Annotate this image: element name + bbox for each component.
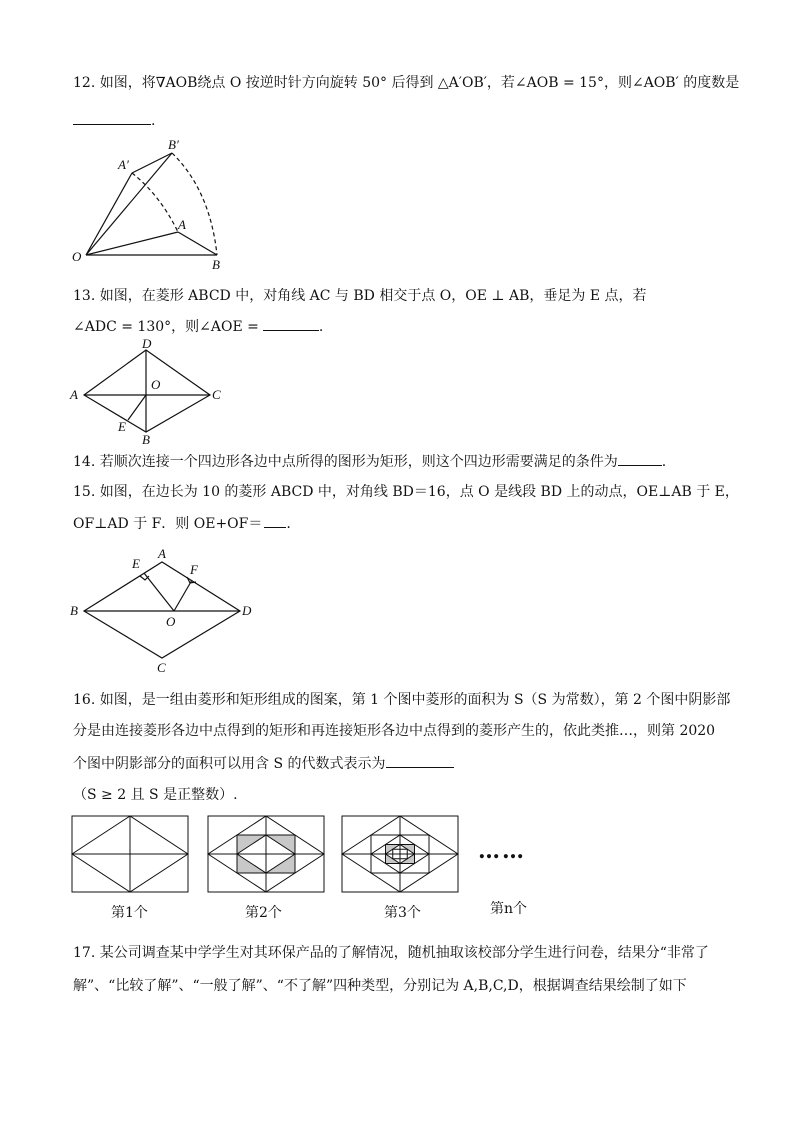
q15-figure xyxy=(66,546,266,676)
q15-right-angle-E xyxy=(140,576,149,580)
q16-text-line3: 个图中阴影部分的面积可以用含 S 的代数式表示为 xyxy=(73,753,454,774)
q17-text-line2: 解”、“比较了解”、“一般了解”、“不了解”四种类型，分别记为 A,B,C,D，根据调查结果绘制了如下 xyxy=(73,978,687,994)
q13-text-line2: ∠ADC = 130°，则∠AOE = . xyxy=(73,316,323,337)
q13-label-C: C xyxy=(212,387,221,402)
q15-label-O: O xyxy=(166,614,176,629)
q15-segment-OE xyxy=(144,573,174,611)
q13-label-O: O xyxy=(151,377,161,392)
q12-label-B1: B′ xyxy=(168,137,179,152)
q12-label-B: B xyxy=(212,257,220,272)
q15-text-line2: OF⊥AD 于 F．则 OE+OF＝ . xyxy=(73,513,291,534)
q15-segment-OF xyxy=(174,580,192,611)
q16-figure-3 xyxy=(340,814,460,894)
q12-label-A1: A′ xyxy=(118,157,129,172)
q12-text-line2: . xyxy=(73,110,155,131)
q15-rhombus-ABCD xyxy=(84,562,240,658)
q14-answer-blank[interactable] xyxy=(618,451,662,466)
q15-label-F: F xyxy=(190,562,198,577)
q13-text-line1: 13. 如图，在菱形 ABCD 中，对角线 AC 与 BD 相交于点 O，OE ⊥ AB，垂足为 E 点，若 xyxy=(73,288,647,304)
q13-rhombus-ABCD xyxy=(84,350,210,432)
q16-figure-2 xyxy=(206,814,326,894)
q16-text-line4: （S ≥ 2 且 S 是正整数）. xyxy=(73,787,238,803)
q16-caption-1: 第1个 xyxy=(111,905,148,921)
q13-figure xyxy=(66,338,236,448)
q13-segment-OE xyxy=(128,395,146,420)
q16-caption-2: 第2个 xyxy=(245,905,282,921)
q16-caption-n: 第n个 xyxy=(490,901,528,917)
q14-text-line1: 14. 若顺次连接一个四边形各边中点所得的图形为矩形，则这个四边形需要满足的条件为 . xyxy=(73,451,666,472)
q12-label-O: O xyxy=(72,249,82,264)
q13-answer-blank[interactable] xyxy=(263,316,319,331)
q12-segment-A1B1 xyxy=(132,153,172,173)
q13-label-B: B xyxy=(142,432,150,447)
q16-text-line1: 16. 如图，是一组由菱形和矩形组成的图案，第 1 个图中菱形的面积为 S（S 为常数），第 2 个图中阴影部 xyxy=(73,692,731,708)
q15-label-D: D xyxy=(242,603,252,618)
q12-segment-OA1 xyxy=(86,173,132,255)
q12-arc-BB1 xyxy=(172,153,217,255)
q15-label-B: B xyxy=(70,603,78,618)
q12-segment-OB1 xyxy=(86,153,172,255)
q13-label-D: D xyxy=(142,336,152,351)
q16-text-line2: 分是由连接菱形各边中点得到的矩形和再连接矩形各边中点得到的菱形产生的，依此类推…，则第 2020 xyxy=(73,723,716,739)
q12-segment-AB xyxy=(178,232,217,255)
q15-text-line1: 15. 如图，在边长为 10 的菱形 ABCD 中，对角线 BD＝16，点 O 是线段 BD 上的动点，OE⊥AB 于 E， xyxy=(73,484,739,500)
q15-label-E: E xyxy=(132,556,140,571)
q12-segment-OA xyxy=(86,232,178,255)
q12-arc-AA1 xyxy=(132,173,178,232)
q12-answer-blank[interactable] xyxy=(73,110,151,125)
q12-figure xyxy=(60,135,240,275)
q16-ellipsis: …… xyxy=(478,838,526,864)
q15-label-A: A xyxy=(158,546,166,561)
q16-caption-3: 第3个 xyxy=(384,905,421,921)
q15-answer-blank[interactable] xyxy=(264,513,286,528)
q17-text-line1: 17. 某公司调查某中学学生对其环保产品的了解情况，随机抽取该校部分学生进行问卷，结果分“非常了 xyxy=(73,945,709,961)
q12-label-A: A xyxy=(178,217,186,232)
q16-answer-blank[interactable] xyxy=(386,753,454,768)
q13-label-A: A xyxy=(70,387,78,402)
q12-text-line1: 12. 如图，将∇AOB绕点 O 按逆时针方向旋转 50° 后得到 △A′OB′，若∠AOB = 15°，则∠AOB′ 的度数是 xyxy=(73,75,740,91)
q16-figure-1 xyxy=(70,814,190,894)
q15-label-C: C xyxy=(157,660,166,675)
q13-label-E: E xyxy=(118,419,126,434)
